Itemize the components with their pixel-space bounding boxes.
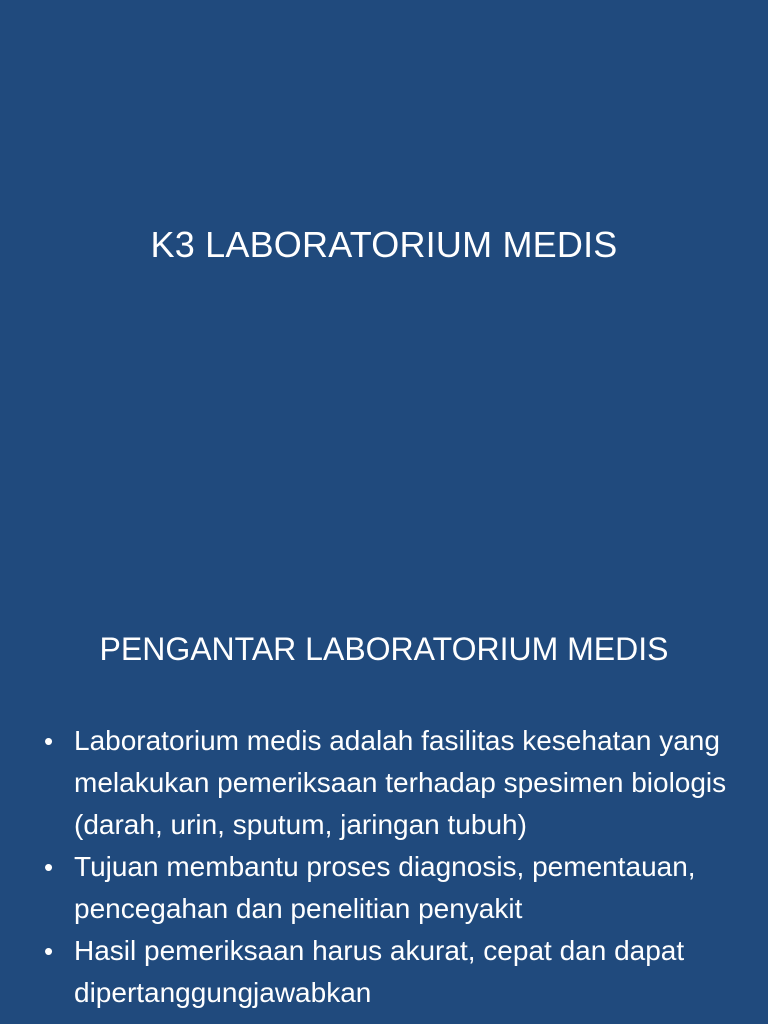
bullet-text: Hasil pemeriksaan harus akurat, cepat dan dapat dipertanggungjawabkan: [74, 935, 685, 1008]
bullet-item: [44, 720, 734, 846]
presentation-title: K3 LABORATORIUM MEDIS: [150, 224, 618, 265]
bullet-icon: •: [44, 726, 54, 756]
bullet-icon: •: [44, 852, 54, 882]
bullet-item: [44, 846, 734, 930]
bullet-text: Laboratorium medis adalah fasilitas kesehatan yang melakukan pemeriksaan terhadap spesimen biologis (darah, urin, sputum, jaringan tubuh): [74, 725, 727, 840]
bullet-text: Tujuan membantu proses diagnosis, pementauan, pencegahan dan penelitian penyakit: [74, 851, 696, 924]
bullet-icon: •: [44, 936, 54, 966]
bullet-list: [44, 720, 734, 1014]
section-title: PENGANTAR LABORATORIUM MEDIS: [99, 631, 669, 667]
bullet-item: [44, 930, 734, 1014]
